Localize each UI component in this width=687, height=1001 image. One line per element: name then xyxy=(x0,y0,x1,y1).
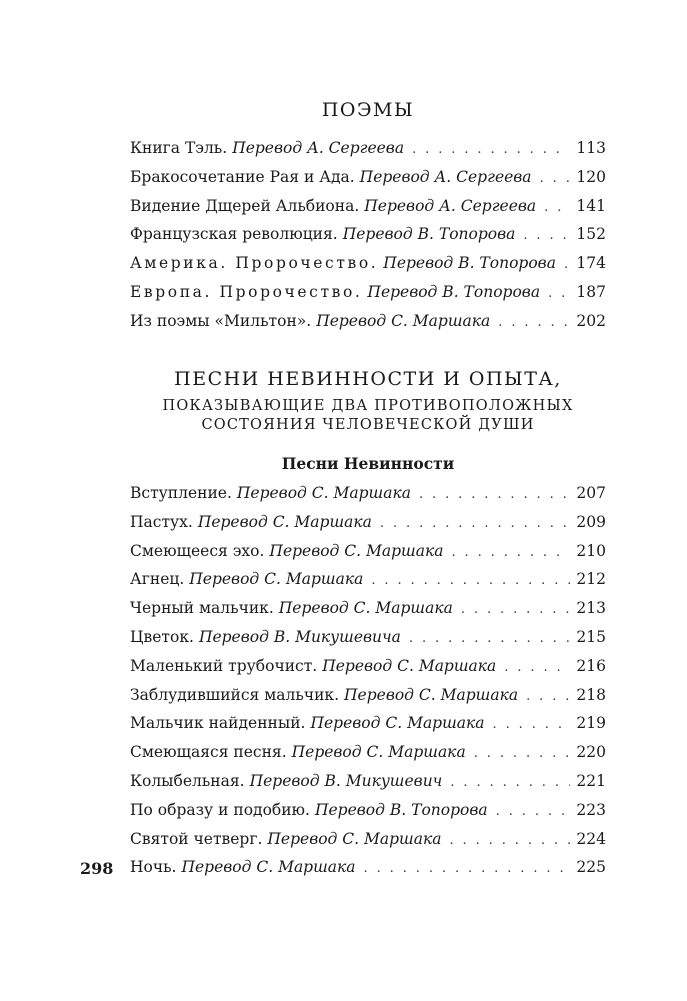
entry-page-number: 215 xyxy=(576,627,606,646)
entry-translator: Перевод В. Микушевич xyxy=(249,771,443,790)
dot-leader xyxy=(380,514,571,534)
entry-title: Заблудившийся мальчик. xyxy=(130,685,340,704)
toc-entry xyxy=(130,685,606,714)
dot-leader xyxy=(540,169,571,189)
entry-page-number: 113 xyxy=(576,139,606,157)
toc-entry xyxy=(130,656,606,685)
entry-translator: Перевод С. Маршака xyxy=(291,743,466,762)
dot-leader xyxy=(449,831,570,851)
dot-leader xyxy=(409,629,570,649)
dot-leader xyxy=(496,802,571,822)
dot-leader xyxy=(526,687,570,707)
toc-entry xyxy=(130,138,606,167)
entry-translator: Перевод С. Маршака xyxy=(316,311,491,330)
entry-page-number: 212 xyxy=(576,570,606,589)
entry-page-number: 224 xyxy=(576,829,606,848)
toc-entry xyxy=(130,224,606,253)
dot-leader xyxy=(419,485,570,505)
entry-title: Вступление. xyxy=(130,484,232,502)
entry-title: Ночь. xyxy=(130,858,177,877)
toc-entry xyxy=(130,196,606,225)
dot-leader xyxy=(504,658,570,678)
dot-leader xyxy=(474,744,571,764)
entry-translator: Перевод В. Топорова xyxy=(314,800,488,819)
dot-leader xyxy=(523,226,570,246)
entry-translator: Перевод С. Маршака xyxy=(181,858,356,877)
entry-title: Америка. Пророчество. xyxy=(130,254,379,273)
entry-translator: Перевод А. Сергеева xyxy=(359,167,532,186)
toc-entry xyxy=(130,800,606,829)
dot-leader xyxy=(544,198,570,218)
poems-heading: ПОЭМЫ xyxy=(321,99,415,121)
entry-page-number: 216 xyxy=(576,656,606,675)
entry-translator: Перевод В. Топорова xyxy=(342,225,516,244)
entry-translator: Перевод С. Маршака xyxy=(310,714,485,733)
entry-page-number: 225 xyxy=(576,858,606,877)
toc-entry xyxy=(130,771,606,800)
entry-translator: Перевод С. Маршака xyxy=(189,570,364,589)
songs-subtitle-line-2: СОСТОЯНИЯ ЧЕЛОВЕЧЕСКОЙ ДУШИ xyxy=(201,417,535,433)
entry-title: Видение Дщерей Альбиона. xyxy=(130,196,360,215)
entry-page-number: 210 xyxy=(576,541,606,560)
toc-entry xyxy=(130,829,606,858)
toc-entry xyxy=(130,541,606,570)
entry-page-number: 219 xyxy=(576,714,606,733)
toc-entry xyxy=(130,857,606,886)
entry-translator: Перевод С. Маршака xyxy=(269,541,444,560)
entry-title: Европа. Пророчество. xyxy=(130,282,363,301)
entry-title: Колыбельная. xyxy=(130,771,245,790)
entry-title: Французская революция. xyxy=(130,225,338,244)
entry-translator: Перевод С. Маршака xyxy=(236,484,411,502)
entry-page-number: 220 xyxy=(576,743,606,762)
poems-toc xyxy=(130,138,606,340)
entry-title: Цветок. xyxy=(130,627,194,646)
entry-translator: Перевод С. Маршака xyxy=(344,685,519,704)
entry-title: Агнец. xyxy=(130,570,185,589)
toc-entry xyxy=(130,512,606,541)
entry-title: Смеющееся эхо. xyxy=(130,541,265,560)
entry-title: Черный мальчик. xyxy=(130,599,274,618)
entry-page-number: 221 xyxy=(576,771,606,790)
entry-page-number: 209 xyxy=(576,512,606,531)
entry-title: Пастух. xyxy=(130,512,193,531)
entry-translator: Перевод С. Маршака xyxy=(278,599,453,618)
entry-page-number: 120 xyxy=(576,167,606,186)
entry-translator: Перевод В. Микушевича xyxy=(198,627,401,646)
entry-page-number: 152 xyxy=(576,225,606,244)
songs-heading: ПЕСНИ НЕВИННОСТИ И ОПЫТА, xyxy=(174,368,562,390)
dot-leader xyxy=(498,313,570,333)
page-folio-number: 298 xyxy=(80,859,114,878)
entry-title: Из поэмы «Мильтон». xyxy=(130,311,312,330)
entry-title: Бракосочетание Рая и Ада. xyxy=(130,167,355,186)
entry-translator: Перевод В. Топорова xyxy=(383,254,556,273)
entry-translator: Перевод А. Сергеева xyxy=(232,139,405,157)
entry-page-number: 187 xyxy=(576,282,606,301)
toc-entry xyxy=(130,627,606,656)
dot-leader xyxy=(493,715,571,735)
entry-title: Маленький трубочист. xyxy=(130,656,318,675)
toc-entry xyxy=(130,569,606,598)
entry-title: Смеющаяся песня. xyxy=(130,743,287,762)
entry-title: По образу и подобию. xyxy=(130,800,310,819)
entry-page-number: 174 xyxy=(576,254,606,273)
dot-leader xyxy=(461,600,571,620)
dot-leader xyxy=(364,859,571,879)
entry-page-number: 223 xyxy=(576,800,606,819)
entry-page-number: 207 xyxy=(576,484,606,502)
songs-subtitle-line-1: ПОКАЗЫВАЮЩИЕ ДВА ПРОТИВОПОЛОЖНЫХ xyxy=(162,398,574,414)
dot-leader xyxy=(564,255,570,275)
entry-translator: Перевод С. Маршака xyxy=(322,656,497,675)
songs-toc xyxy=(130,483,606,886)
toc-entry xyxy=(130,167,606,196)
toc-entry xyxy=(130,483,606,512)
toc-entry xyxy=(130,282,606,311)
toc-entry xyxy=(130,713,606,742)
entry-title: Святой четверг. xyxy=(130,829,263,848)
entry-page-number: 213 xyxy=(576,599,606,618)
toc-entry xyxy=(130,742,606,771)
dot-leader xyxy=(548,284,570,304)
songs-of-innocence-heading: Песни Невинности xyxy=(281,454,455,473)
entry-translator: Перевод А. Сергеева xyxy=(364,196,537,215)
entry-page-number: 141 xyxy=(576,196,606,215)
entry-title: Мальчик найденный. xyxy=(130,714,306,733)
dot-leader xyxy=(412,140,570,160)
toc-entry xyxy=(130,253,606,282)
entry-translator: Перевод С. Маршака xyxy=(267,829,442,848)
entry-title: Книга Тэль. xyxy=(130,139,228,157)
toc-entry xyxy=(130,311,606,340)
toc-entry xyxy=(130,598,606,627)
dot-leader xyxy=(451,543,570,563)
entry-page-number: 218 xyxy=(576,685,606,704)
entry-page-number: 202 xyxy=(576,311,606,330)
entry-translator: Перевод С. Маршака xyxy=(197,512,372,531)
entry-translator: Перевод В. Топорова xyxy=(367,282,541,301)
dot-leader xyxy=(450,773,570,793)
dot-leader xyxy=(371,571,570,591)
